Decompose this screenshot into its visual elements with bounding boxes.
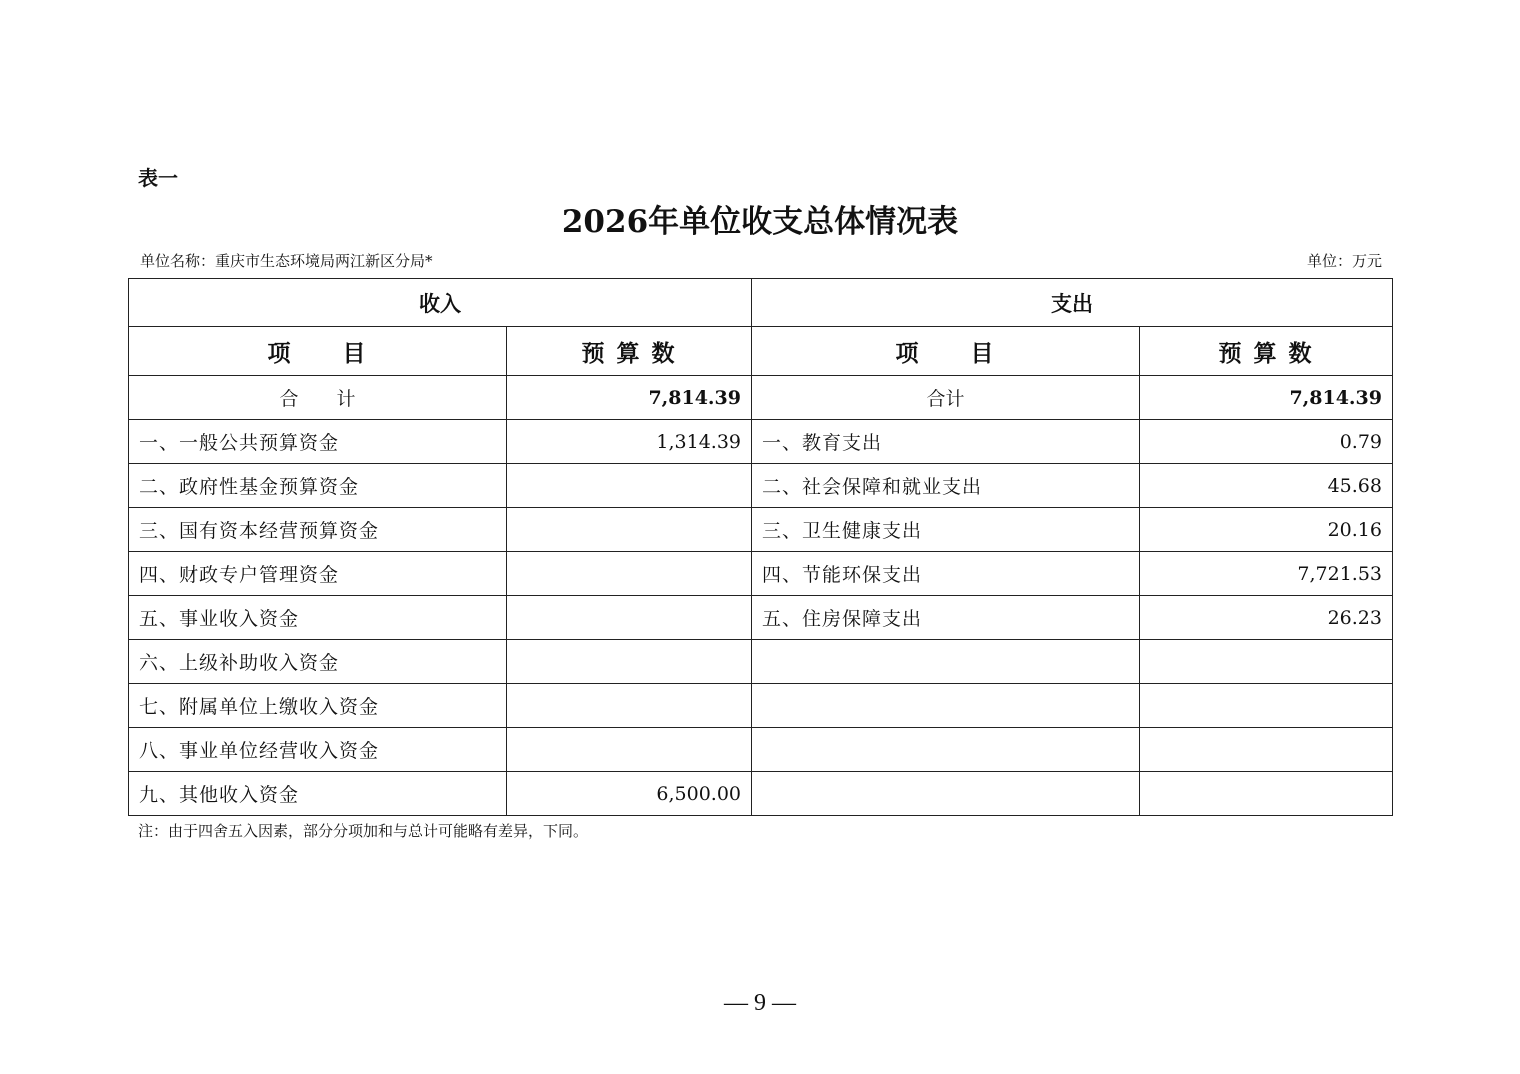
expense-item-cell: [752, 772, 1140, 816]
income-value-cell: [507, 728, 752, 772]
expense-item-cell: 二、社会保障和就业支出: [752, 464, 1140, 508]
income-item-cell: 四、财政专户管理资金: [129, 552, 507, 596]
expense-value-cell: 7,721.53: [1140, 552, 1393, 596]
total-row: [129, 376, 1393, 420]
expense-value-cell: 45.68: [1140, 464, 1393, 508]
column-header-row: [129, 327, 1393, 376]
expense-total-label: 合计: [752, 376, 1140, 420]
income-item-cell: 八、事业单位经营收入资金: [129, 728, 507, 772]
expense-value-cell: [1140, 684, 1393, 728]
expense-total-value: 7,814.39: [1140, 376, 1393, 420]
expense-item-cell: 五、住房保障支出: [752, 596, 1140, 640]
table-row: [129, 596, 1393, 640]
table-row: [129, 552, 1393, 596]
section-row: [129, 279, 1393, 327]
income-amount-header: 预 算 数: [507, 327, 752, 376]
unit-name: 单位名称：重庆市生态环境局两江新区分局*: [140, 252, 433, 270]
budget-table-body: [129, 279, 1393, 816]
expense-value-cell: 0.79: [1140, 420, 1393, 464]
table-row: [129, 728, 1393, 772]
expense-item-cell: [752, 684, 1140, 728]
meta-row: [140, 250, 1382, 272]
income-item-cell: 三、国有资本经营预算资金: [129, 508, 507, 552]
expense-value-cell: 20.16: [1140, 508, 1393, 552]
expense-item-cell: 三、卫生健康支出: [752, 508, 1140, 552]
table-row: [129, 508, 1393, 552]
income-total-label: 合 计: [129, 376, 507, 420]
table-row: [129, 640, 1393, 684]
budget-table: [128, 278, 1393, 816]
table-row: [129, 420, 1393, 464]
income-item-cell: 六、上级补助收入资金: [129, 640, 507, 684]
expense-section-header: 支出: [752, 279, 1393, 327]
income-value-cell: [507, 508, 752, 552]
expense-value-cell: [1140, 772, 1393, 816]
income-section-header: 收入: [129, 279, 752, 327]
table-row: [129, 772, 1393, 816]
income-item-cell: 九、其他收入资金: [129, 772, 507, 816]
income-value-cell: [507, 596, 752, 640]
expense-item-header: 项 目: [752, 327, 1140, 376]
expense-item-cell: [752, 640, 1140, 684]
table-row: [129, 464, 1393, 508]
table-row: [129, 684, 1393, 728]
income-value-cell: [507, 684, 752, 728]
income-value-cell: [507, 464, 752, 508]
income-item-cell: 七、附属单位上缴收入资金: [129, 684, 507, 728]
expense-item-cell: 一、教育支出: [752, 420, 1140, 464]
income-value-cell: [507, 552, 752, 596]
income-value-cell: 6,500.00: [507, 772, 752, 816]
expense-value-cell: 26.23: [1140, 596, 1393, 640]
expense-item-cell: 四、节能环保支出: [752, 552, 1140, 596]
income-item-cell: 五、事业收入资金: [129, 596, 507, 640]
income-value-cell: [507, 640, 752, 684]
expense-amount-header: 预 算 数: [1140, 327, 1393, 376]
income-item-cell: 一、一般公共预算资金: [129, 420, 507, 464]
expense-value-cell: [1140, 640, 1393, 684]
unit-of-measure: 单位：万元: [1306, 252, 1382, 270]
table-label: 表一: [138, 166, 178, 190]
income-item-cell: 二、政府性基金预算资金: [129, 464, 507, 508]
income-value-cell: 1,314.39: [507, 420, 752, 464]
page-number: — 9 —: [724, 990, 796, 1016]
page-title: 2026年单位收支总体情况表: [561, 204, 959, 240]
income-item-header: 项 目: [129, 327, 507, 376]
expense-item-cell: [752, 728, 1140, 772]
footnote: 注：由于四舍五入因素，部分分项加和与总计可能略有差异，下同。: [138, 822, 589, 840]
expense-value-cell: [1140, 728, 1393, 772]
income-total-value: 7,814.39: [507, 376, 752, 420]
